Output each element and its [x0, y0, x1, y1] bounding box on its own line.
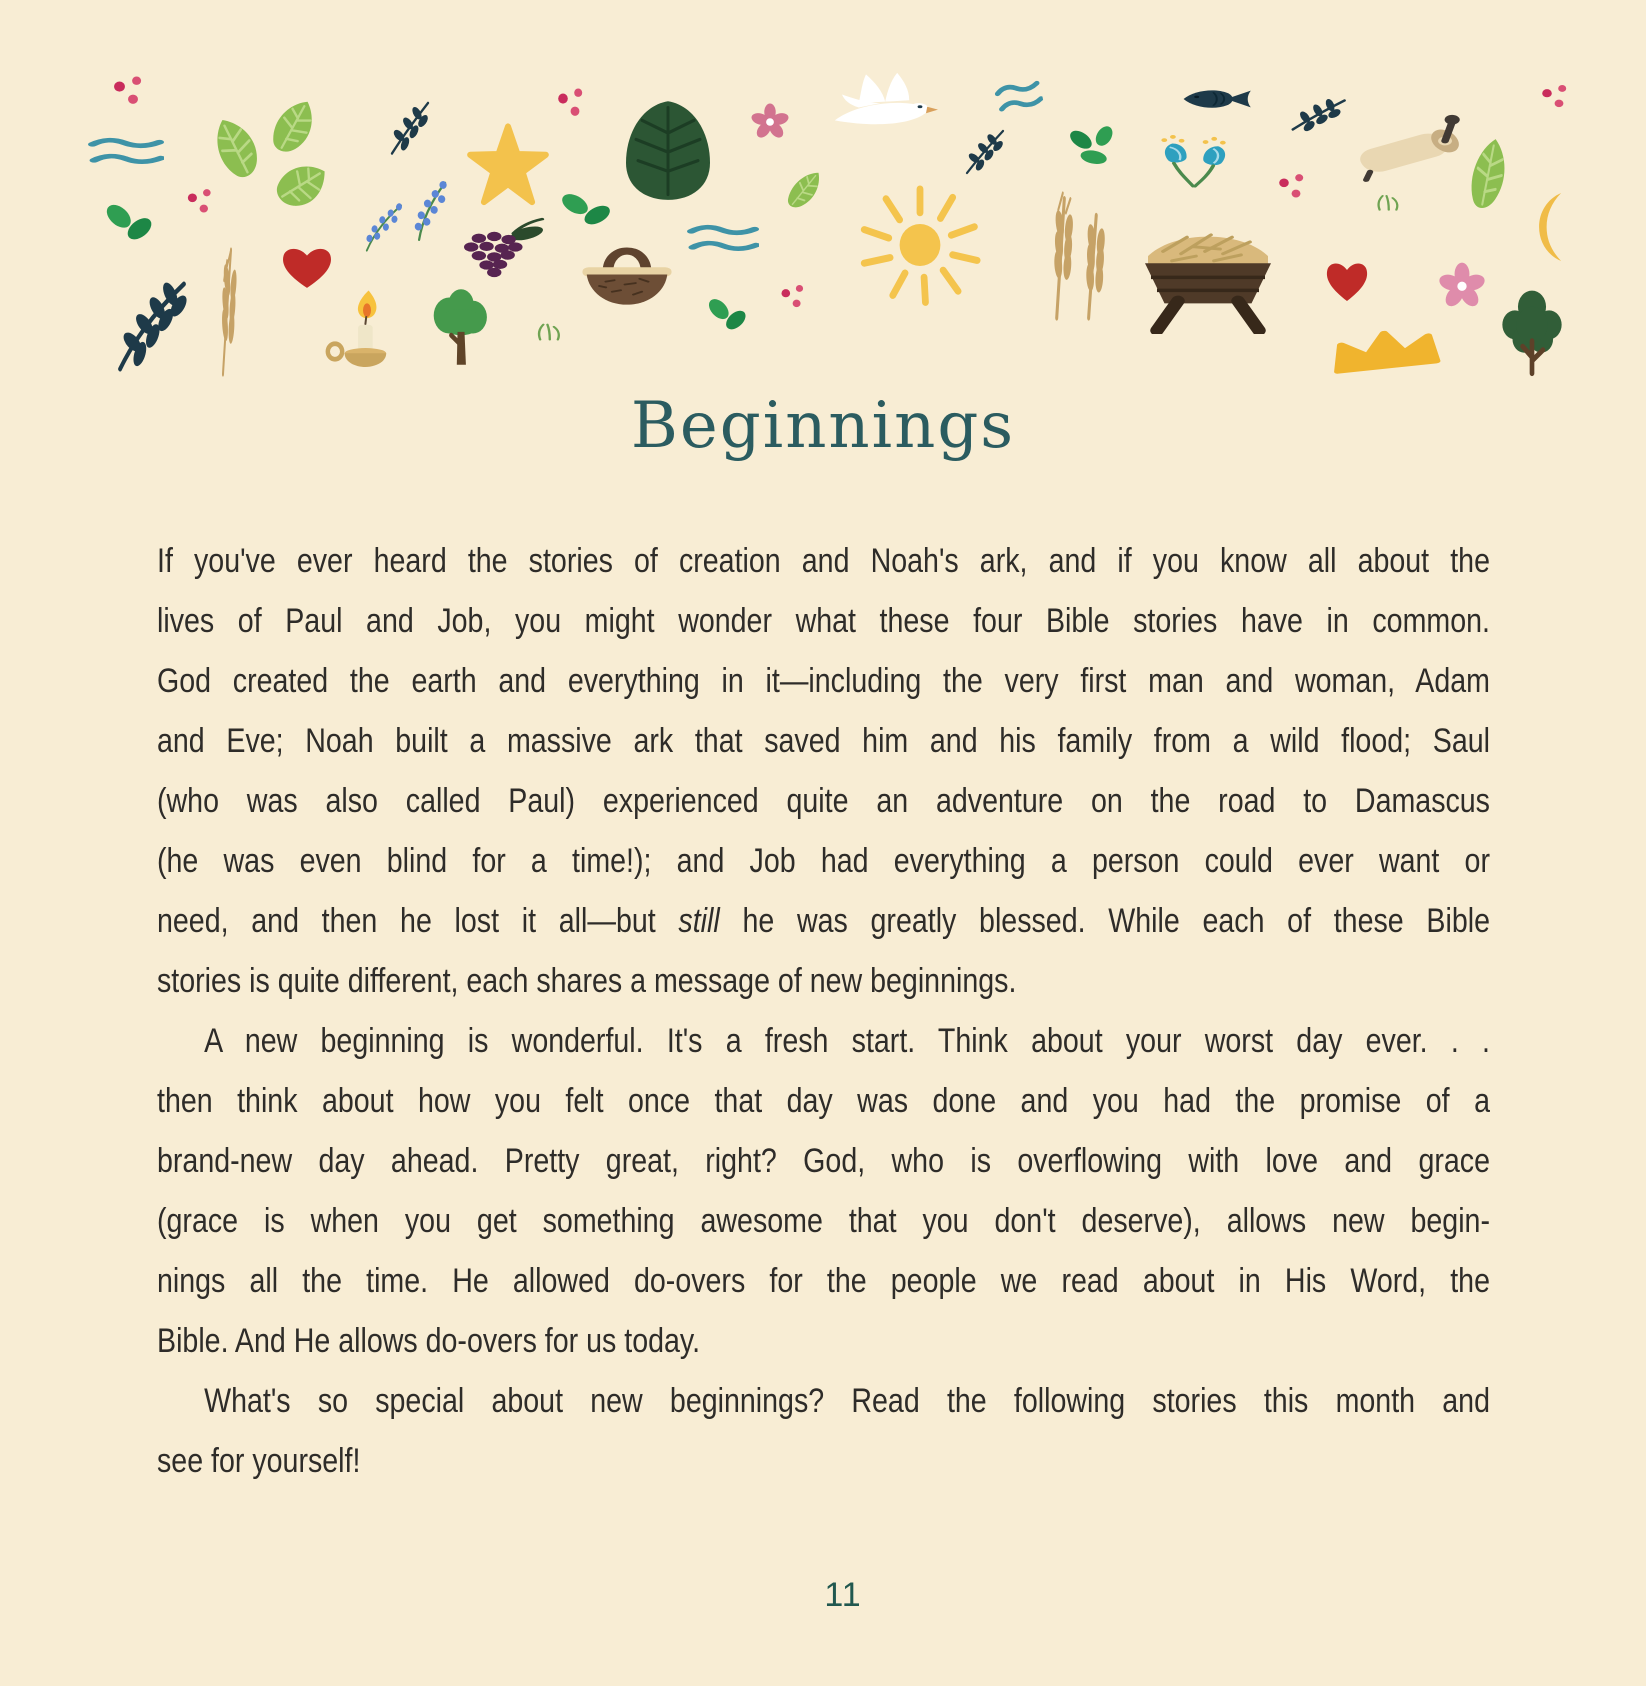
body-line: need, and then he lost it all—but still he was greatly blessed. While each of these Bible — [157, 902, 1490, 940]
waves-icon — [687, 220, 759, 258]
body-line: (who was also called Paul) experienced quite an adventure on the road to Damascus — [157, 782, 1490, 820]
flower-icon — [744, 96, 796, 146]
dove-icon — [830, 70, 950, 142]
body-line: see for yourself! — [157, 1442, 361, 1480]
body-line: brand-new day ahead. Pretty great, right? God, who is overflowing with love and grace — [157, 1142, 1490, 1180]
body-line: then think about how you felt once that day was done and you had the promise of a — [157, 1082, 1490, 1120]
body-line: and Eve; Noah built a massive ark that saved him and his family from a wild flood; Saul — [157, 722, 1490, 760]
berries-icon — [106, 74, 151, 116]
body-line: God created the earth and everything in it—including the very first man and woman, Adam — [157, 662, 1490, 700]
body-text — [157, 531, 1490, 1491]
paragraph — [157, 1011, 1490, 1371]
body-line: (he was even blind for a time!); and Job had everything a person could ever want or — [157, 842, 1490, 880]
body-line: If you've ever heard the stories of creation and Noah's ark, and if you know all about the — [157, 542, 1490, 580]
red-berries-icon — [775, 283, 811, 317]
body-line: stories is quite different, each shares a message of new beginnings. — [157, 962, 1017, 1000]
paragraph — [157, 531, 1490, 1011]
waves-icon — [88, 133, 164, 171]
tree-icon — [1493, 287, 1571, 377]
grapes-icon — [452, 216, 548, 278]
red-berries-icon — [551, 86, 591, 128]
tree-icon — [426, 286, 496, 368]
grass-icon — [529, 315, 569, 343]
heart-icon — [276, 240, 338, 292]
berries-icon — [1272, 172, 1312, 208]
decorative-illustration-band — [0, 0, 1646, 400]
page-number: 11 — [824, 1576, 862, 1614]
body-line: What's so special about new beginnings? Read the following stories this month and — [204, 1382, 1490, 1420]
body-line: nings all the time. He allowed do-overs for the people we read about in His Word, the — [157, 1262, 1490, 1300]
basket-icon — [574, 237, 680, 309]
chapter-title: Beginnings — [630, 389, 1016, 463]
leaf-pair-icon — [102, 199, 158, 247]
moon-icon — [1524, 190, 1582, 264]
paragraph — [157, 1371, 1490, 1491]
branch-icon — [114, 272, 190, 372]
wheat-icon — [202, 242, 252, 378]
big-leaf-icon — [618, 97, 718, 203]
tulips-icon — [1147, 135, 1243, 199]
sprig-icon — [385, 97, 435, 157]
leaf-pair-icon — [705, 294, 751, 336]
manger-icon — [1133, 216, 1283, 334]
body-line: A new beginning is wonderful. It's a fresh start. Think about your worst day ever. . . — [204, 1022, 1490, 1060]
star-icon — [465, 123, 551, 209]
heart-icon — [1321, 255, 1373, 305]
flower-icon — [1431, 254, 1493, 316]
waves-icon — [993, 74, 1046, 121]
sprig-icon — [1284, 81, 1353, 148]
scroll-icon — [1347, 110, 1473, 190]
candle-icon — [323, 287, 403, 373]
grass-icon — [1369, 187, 1407, 213]
fish-icon — [1177, 78, 1259, 120]
body-line: (grace is when you get something awesome that you don't deserve), allows new begin- — [157, 1202, 1490, 1240]
leaf-trio-icon — [1067, 125, 1125, 171]
sun-icon — [852, 175, 988, 315]
leaf-icon — [775, 160, 833, 220]
leaf-pair-icon — [557, 189, 617, 231]
berries-icon — [1535, 83, 1575, 117]
body-line: lives of Paul and Job, you might wonder what these four Bible stories have in common. — [157, 602, 1490, 640]
sprig-icon — [960, 126, 1010, 176]
body-line: Bible. And He allows do-overs for us today. — [157, 1322, 701, 1360]
red-berries-icon — [181, 187, 219, 223]
wheat-icon — [1040, 182, 1116, 322]
